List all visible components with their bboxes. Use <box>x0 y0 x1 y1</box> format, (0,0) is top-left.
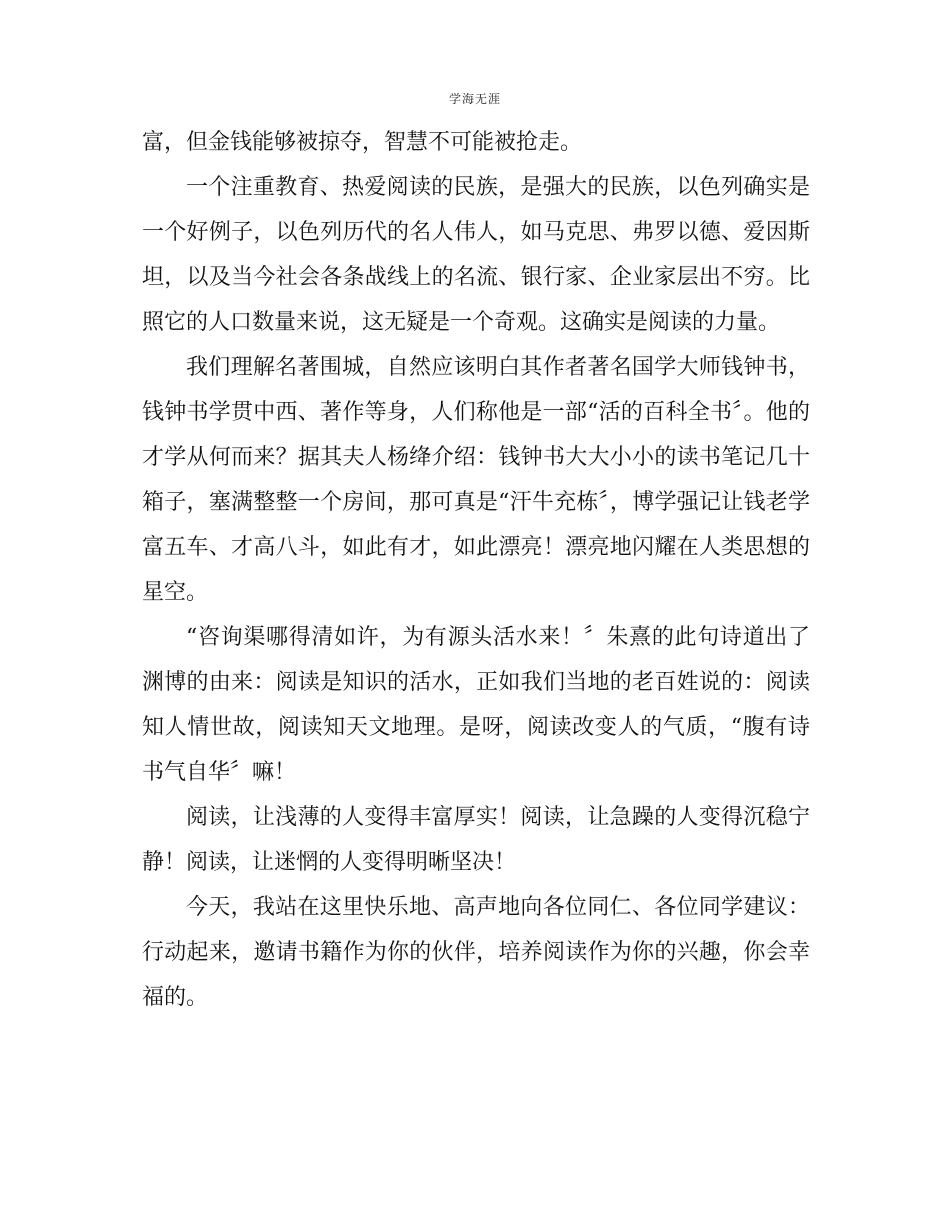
paragraph-4: “咨询渠哪得清如许，为有源头活水来！〞朱熹的此句诗道出了渊博的由来：阅读是知识的活水，正如我们当地的老百姓说的：阅读知人情世故，阅读知天文地理。是呀，阅读改变人的气质，“腹有诗书气自华〞嘛！ <box>142 625 810 785</box>
paragraph-1: 富，但金钱能够被掠夺，智慧不可能被抢走。 <box>142 130 583 155</box>
paragraph-2: 一个注重教育、热爱阅读的民族，是强大的民族，以色列确实是一个好例子，以色列历代的名人伟人，如马克思、弗罗以德、爱因斯坦，以及当今社会各条战线上的名流、银行家、企业家层出不穷。比照它的人口数量来说，这无疑是一个奇观。这确实是阅读的力量。 <box>142 175 810 335</box>
paragraph-3: 我们理解名著围城，自然应该明白其作者著名国学大师钱钟书，钱钟书学贯中西、著作等身，人们称他是一部“活的百科全书〞。他的才学从何而来？据其夫人杨绛介绍：钱钟书大大小小的读书笔记几十箱子，塞满整整一个房间，那可真是“汗牛充栋〞，博学强记让钱老学富五车、才高八斗，如此有才，如此漂亮！漂亮地闪耀在人类思想的星空。 <box>142 355 810 605</box>
document-body <box>142 120 810 1020</box>
paragraph-5: 阅读，让浅薄的人变得丰富厚实！阅读，让急躁的人变得沉稳宁静！阅读，让迷惘的人变得明晰坚决！ <box>142 805 810 875</box>
paragraph-6: 今天，我站在这里快乐地、高声地向各位同仁、各位同学建议：行动起来，邀请书籍作为你的伙伴，培养阅读作为你的兴趣，你会幸福的。 <box>142 895 810 1010</box>
page-header: 学海无涯 <box>448 92 501 106</box>
